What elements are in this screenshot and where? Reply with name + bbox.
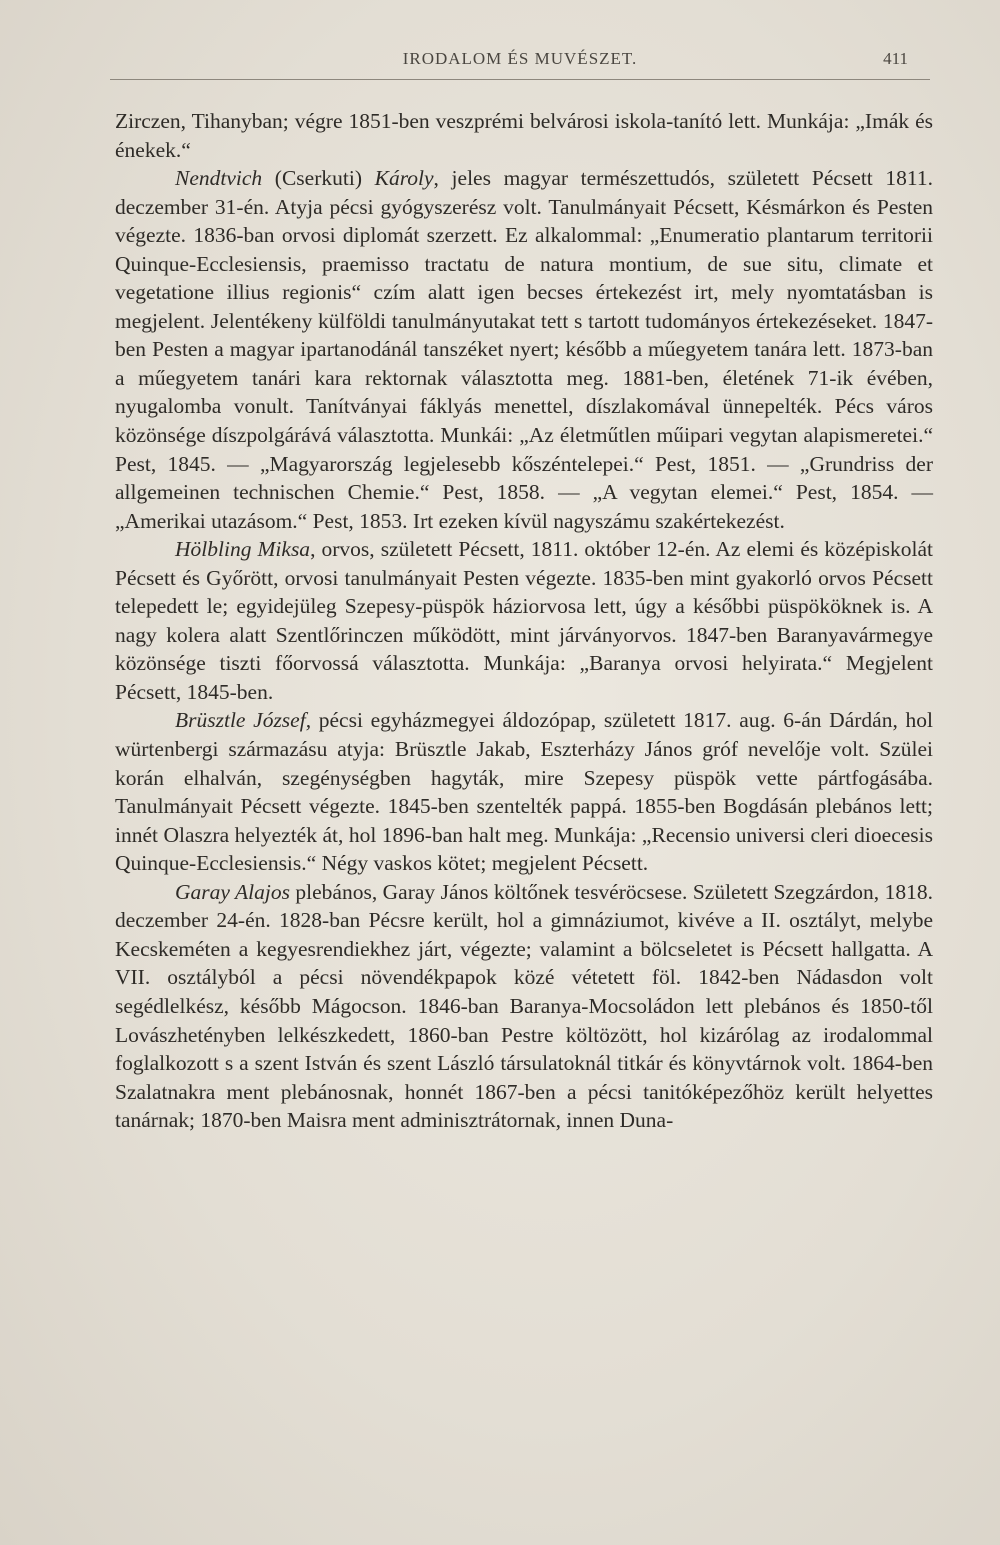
header-rule xyxy=(110,79,930,80)
paragraph-text: plebános, Garay János költőnek tesvéröcsese. Született Szegzárdon, 1818. deczember 24-én. 1828-ban Pécsre került, hol a gimnáziumot, kivéve a II. osztályt, melybe Kecskeméten a kegyesrendiekhez járt, végezte; valamint a bölcseletet is Pécsett hallgatta. A VII. osztályból a pécsi növendékpapok közé vétetett föl. 1842-ben Nádasdon volt segédlelkész, később Mágocson. 1846-ban Baranya-Mocsoládon lett plebános és 1850-től Lovászhetényben lelkészkedett, 1860-ban Pestre költözött, hol kizárólag az irodalommal foglalkozott s a szent István és szent László társulatoknál titkár és könyvtárnok volt. 1864-ben Szalatnakra ment plebánosnak, honnét 1867-ben a pécsi tanitóképezőhöz került helyettes tanárnak; 1870-ben Maisra ment adminisztrátornak, innen Duna- xyxy=(115,879,933,1133)
paragraph-text: , orvos, született Pécsett, 1811. október 12-én. Az elemi és középiskolát Pécsett és Győrött, orvosi tanulmányait Pesten végezte. 1835-ben mint gyakorló orvos Pécsett telepedett le; egyidejüleg Szepesy-püspök háziorvosa lett, úgy a későbbi püspököknek is. A nagy kolera alatt Szentlőrinczen működött, mint járványorvos. 1847-ben Baranyavármegye közönsége tiszti főorvossá választotta. Munkája: „Baranya orvosi helyirata.“ Megjelent Pécsett, 1845-ben. xyxy=(115,537,933,704)
paragraph-holbling xyxy=(115,535,933,706)
entry-surname: Nendtvich xyxy=(175,166,263,191)
paragraph-continuation xyxy=(115,107,933,164)
page-number: 411 xyxy=(883,49,908,68)
paragraph-text: (Cserkuti) xyxy=(262,166,375,191)
body-text xyxy=(115,107,933,1135)
paragraph-nendtvich xyxy=(115,164,933,535)
paragraph-text: , jeles magyar természettudós, született Pécsett 1811. deczember 31-én. Atyja pécsi gyógyszerész volt. Tanulmányait Pécsett, Késmárkon és Pesten végezte. 1836-ban orvosi diplomát szerzett. Ez alkalommal: „Enumeratio plantarum territorii Quinque-Ecclesiensis, praemisso tractatu de natura montium, de sue situ, climate et vegetatione illius regionis“ czím alatt igen becses értekezést irt, mely nyomtatásban is megjelent. Jelentékeny külföldi tanulmányutakat tett s tartott tudományos értekezéseket. 1847-ben Pesten a magyar ipartanodánál tanszéket nyert; később a műegyetem tanára lett. 1873-ban a műegyetem tanári kara rektornak választotta meg. 1881-ben, életének 71-ik évében, nyugalomba vonult. Tanítványai fáklyás menettel, díszlakomával ünnepelték. Pécs város közönsége díszpolgárává választotta. Munkái: „Az életműtlen műipari vegytan alapismeretei.“ Pest, 1845. — „Magyarország legjelesebb kőszéntelepei.“ Pest, 1851. — „Grundriss der allgemeinen technischen Chemie.“ Pest, 1858. — „A vegytan elemei.“ Pest, 1854. — „Amerikai utazásom.“ Pest, 1853. Irt ezeken kívül nagyszámu szakértekezést. xyxy=(115,166,933,533)
running-head: IRODALOM ÉS MUVÉSZET. xyxy=(402,49,638,68)
entry-given-name: Károly xyxy=(374,166,434,191)
entry-name: Brüsztle József, xyxy=(175,708,312,733)
entry-name: Garay Alajos xyxy=(175,879,290,904)
paragraph-text: Zirczen, Tihanyban; végre 1851-ben veszprémi belvárosi iskola-tanító lett. Munkája: „Imák és énekek.“ xyxy=(115,109,933,162)
paragraph-text: pécsi egyházmegyei áldozópap, született 1817. aug. 6-án Dárdán, hol würtenbergi származásu atyja: Brüsztle Jakab, Eszterházy János gróf nevelője volt. Szülei korán elhalván, szegénységben hagyták, mire Szepesy püspök vette pártfogásába. Tanulmányait Pécsett végezte. 1845-ben szentelték pappá. 1855-ben Bogdásán plebános lett; innét Olaszra helyezték át, hol 1896-ban halt meg. Munkája: „Recensio universi cleri dioecesis Quinque-Ecclesiensis.“ Négy vaskos kötet; megjelent Pécsett. xyxy=(115,708,933,876)
page-header xyxy=(110,45,930,85)
entry-name: Hölbling Miksa xyxy=(175,537,311,562)
paragraph-garay xyxy=(115,878,933,1135)
paragraph-brusztle xyxy=(115,706,933,877)
